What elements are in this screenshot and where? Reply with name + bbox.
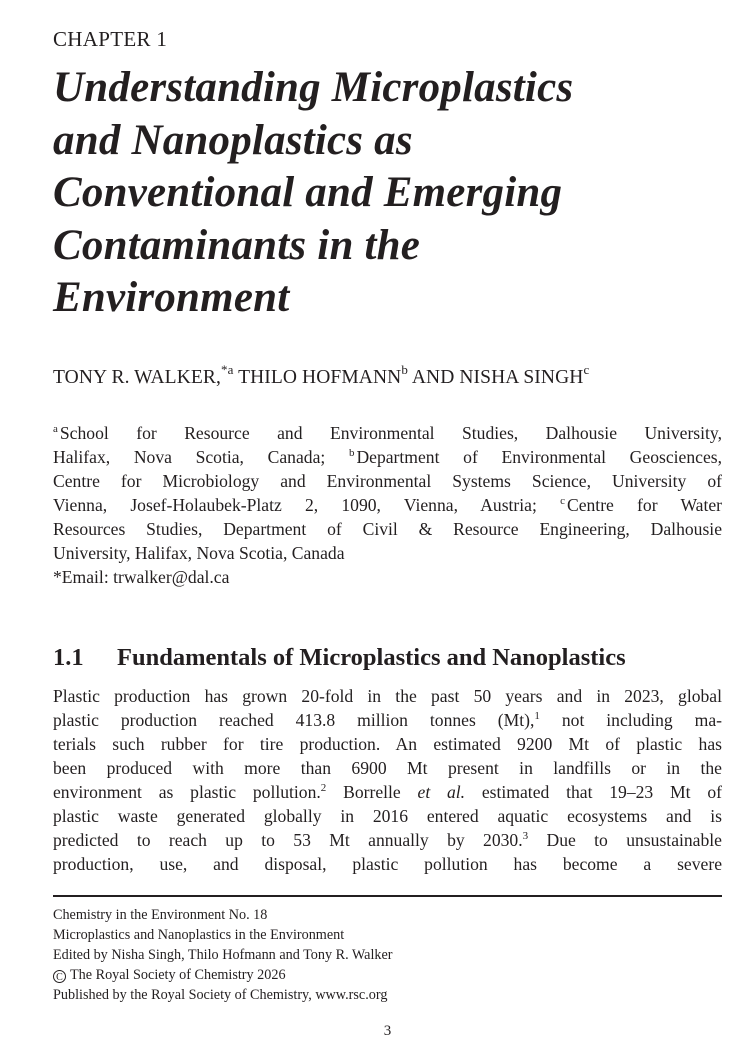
body-line: terials such rubber for tire production. An estimated 9200 Mt of plastic has	[53, 734, 722, 754]
author-name: THILO HOFMANN	[233, 367, 402, 388]
section-body	[53, 684, 722, 876]
affiliation-mark: *a	[220, 362, 234, 377]
body-line: been produced with more than 6900 Mt present in landfills or in the	[53, 758, 722, 778]
affiliation-text: Centre for Water	[566, 495, 723, 515]
chapter-label: CHAPTER 1	[53, 27, 168, 51]
affiliation-line	[53, 445, 722, 469]
title-line: Understanding Microplastics	[53, 64, 574, 111]
page-number: 3	[383, 1023, 392, 1039]
section-title: Fundamentals of Microplastics and Nanoplastics	[117, 644, 626, 671]
affiliation-line	[53, 421, 722, 445]
section-heading	[53, 642, 626, 674]
title-line: Environment	[53, 274, 290, 321]
affiliation-text: School for Resource and Environmental Studies, Dalhousie University,	[59, 423, 722, 443]
body-text: predicted to reach up to 53 Mt annually by 2030.	[53, 830, 523, 850]
affiliation-mark: a	[53, 423, 58, 435]
section-number: 1.1	[53, 644, 84, 671]
reference-mark[interactable]: 2	[320, 782, 327, 794]
title-line: and Nanoplastics as	[53, 116, 413, 164]
body-line	[53, 828, 722, 852]
affiliation-line: Centre for Microbiology and Environmental Systems Science, University of	[53, 471, 722, 491]
affiliations	[53, 421, 722, 589]
affiliation-text: Vienna, Josef-Holaubek-Platz 2, 1090, Vienna, Austria;	[53, 495, 561, 515]
body-text: environment as plastic pollution.	[53, 782, 321, 802]
affiliation-line: Resources Studies, Department of Civil & Resource Engineering, Dalhousie	[53, 519, 722, 539]
reference-mark[interactable]: 3	[522, 830, 529, 842]
title-line: Conventional and Emerging	[53, 169, 563, 216]
publication-footer	[53, 905, 722, 1005]
body-text: estimated that 19–23 Mt of	[465, 782, 722, 802]
series-info: Chemistry in the Environment No. 18	[53, 907, 268, 923]
affiliation-text: Department of Environmental Geosciences,	[356, 447, 723, 467]
reference-mark[interactable]: 1	[534, 710, 540, 722]
editors: Edited by Nisha Singh, Thilo Hofmann and Tony R. Walker	[53, 947, 393, 963]
et-al-italic: et al.	[417, 782, 466, 802]
body-text: Due to unsustainable	[528, 830, 722, 850]
affiliation-text: Halifax, Nova Scotia, Canada;	[53, 447, 349, 467]
body-line	[53, 708, 722, 732]
chapter-title	[53, 62, 722, 325]
body-line	[53, 780, 722, 804]
copyright-text: The Royal Society of Chemistry 2026	[70, 967, 286, 983]
affiliation-mark: c	[560, 495, 565, 507]
body-text: not including ma-	[539, 710, 722, 730]
body-text: Borrelle	[326, 782, 418, 802]
title-line: Contaminants in the	[53, 221, 421, 269]
copyright-line	[53, 965, 722, 985]
footer-divider	[53, 895, 722, 897]
body-line: plastic waste generated globally in 2016 entered aquatic ecosystems and is	[53, 806, 722, 826]
affiliation-line: University, Halifax, Nova Scotia, Canada	[53, 543, 345, 563]
author-name: TONY R. WALKER,	[53, 367, 221, 388]
corresponding-email[interactable]: *Email: trwalker@dal.ca	[53, 567, 230, 587]
affiliation-mark: b	[401, 362, 408, 377]
book-title: Microplastics and Nanoplastics in the Environment	[53, 927, 345, 943]
affiliation-mark: c	[583, 362, 590, 377]
publisher: Published by the Royal Society of Chemistry, www.rsc.org	[53, 987, 388, 1003]
body-line: production, use, and disposal, plastic pollution has become a severe	[53, 854, 722, 874]
affiliation-line	[53, 493, 722, 517]
author-name: AND NISHA SINGH	[407, 367, 584, 388]
affiliation-mark: b	[348, 447, 355, 459]
body-text: plastic production reached 413.8 million tonnes (Mt),	[53, 710, 535, 730]
copyright-icon: C	[53, 970, 66, 983]
body-line: Plastic production has grown 20-fold in the past 50 years and in 2023, global	[53, 686, 722, 706]
author-list	[53, 362, 590, 391]
